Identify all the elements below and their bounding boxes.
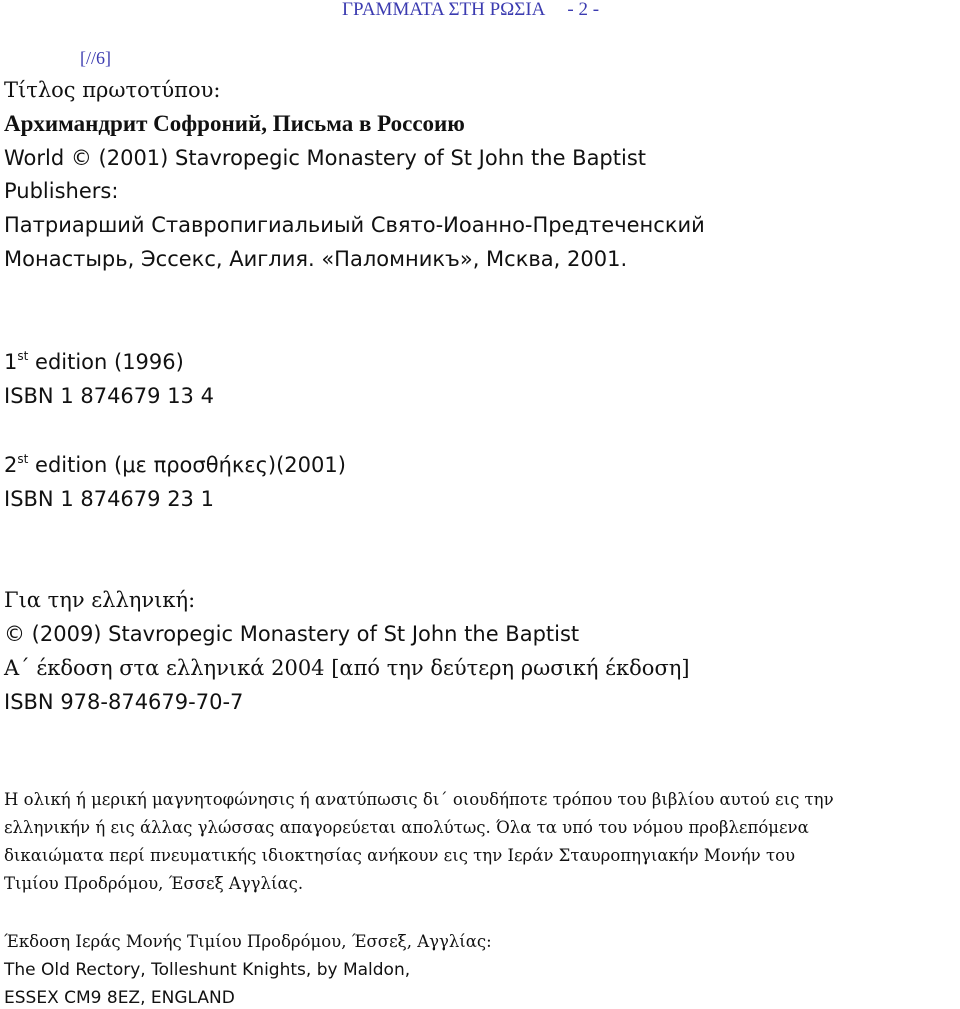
- original-copyright: World © (2001) Stavropegic Monastery of St John the Baptist: [4, 146, 647, 170]
- publisher-line-1: Патриарший Ставропигиальиый Свято-Иоанно-Предтеченский: [4, 213, 705, 237]
- rights-notice-line-1: Η ολική ή μερική μαγνητοφώνησις ή ανατύπωσις δι΄ οιουδήποτε τρόπου του βιβλίου αυτού εις την: [4, 790, 834, 809]
- second-edition: [4, 452, 346, 478]
- second-edition-sup: st: [17, 452, 29, 466]
- publishers-label: Publishers:: [4, 179, 119, 203]
- greek-edition-label: Για την ελληνική:: [4, 588, 196, 612]
- rights-notice-line-2: ελληνικήν ή εις άλλας γλώσσας απαγορεύεται απολύτως. Όλα τα υπό του νόμου προβλεπόμενα: [4, 818, 809, 837]
- second-edition-text: edition (με προσθήκες)(2001): [28, 453, 346, 477]
- page-number: - 2 -: [567, 0, 600, 20]
- rights-notice-line-4: Τιμίου Προδρόμου, Έσσεξ Αγγλίας.: [4, 874, 304, 893]
- greek-copyright: © (2009) Stavropegic Monastery of St John the Baptist: [4, 622, 580, 646]
- publisher-line-2: Монастырь, Эссекс, Аиглия. «Паломникъ», Мсква, 2001.: [4, 247, 628, 271]
- header-title: ΓΡΑΜΜΑΤΑ ΣΤΗ ΡΩΣΙΑ: [342, 0, 546, 20]
- original-title-label: Τίτλος πρωτοτύπου:: [4, 78, 221, 102]
- first-edition-isbn: ISBN 1 874679 13 4: [4, 384, 214, 408]
- rights-notice-line-3: δικαιώματα περί πνευματικής ιδιοκτησίας ανήκουν εις την Ιεράν Σταυροπηγιακήν Μονήν του: [4, 846, 796, 865]
- first-edition-number: 1: [4, 350, 18, 374]
- greek-isbn: ISBN 978-874679-70-7: [4, 690, 244, 714]
- publisher-address-line-1: The Old Rectory, Tolleshunt Knights, by Maldon,: [4, 960, 411, 980]
- first-edition-text: edition (1996): [28, 350, 184, 374]
- greek-edition-info: Α΄ έκδοση στα ελληνικά 2004 [από την δεύτερη ρωσική έκδοση]: [4, 656, 690, 680]
- running-header: [342, 0, 599, 20]
- original-title-russian: Архимандрит Софроний, Письма в Россоию: [4, 111, 465, 136]
- second-edition-isbn: ISBN 1 874679 23 1: [4, 487, 214, 511]
- publisher-address-heading: Έκδοση Ιεράς Μονής Τιμίου Προδρόμου, Έσσεξ, Αγγλίας:: [4, 932, 492, 951]
- first-edition-sup: st: [17, 349, 29, 363]
- first-edition: [4, 349, 184, 375]
- second-edition-number: 2: [4, 453, 18, 477]
- page-reference: [//6]: [80, 48, 111, 68]
- publisher-address-line-2: ESSEX CM9 8EZ, ENGLAND: [4, 988, 235, 1008]
